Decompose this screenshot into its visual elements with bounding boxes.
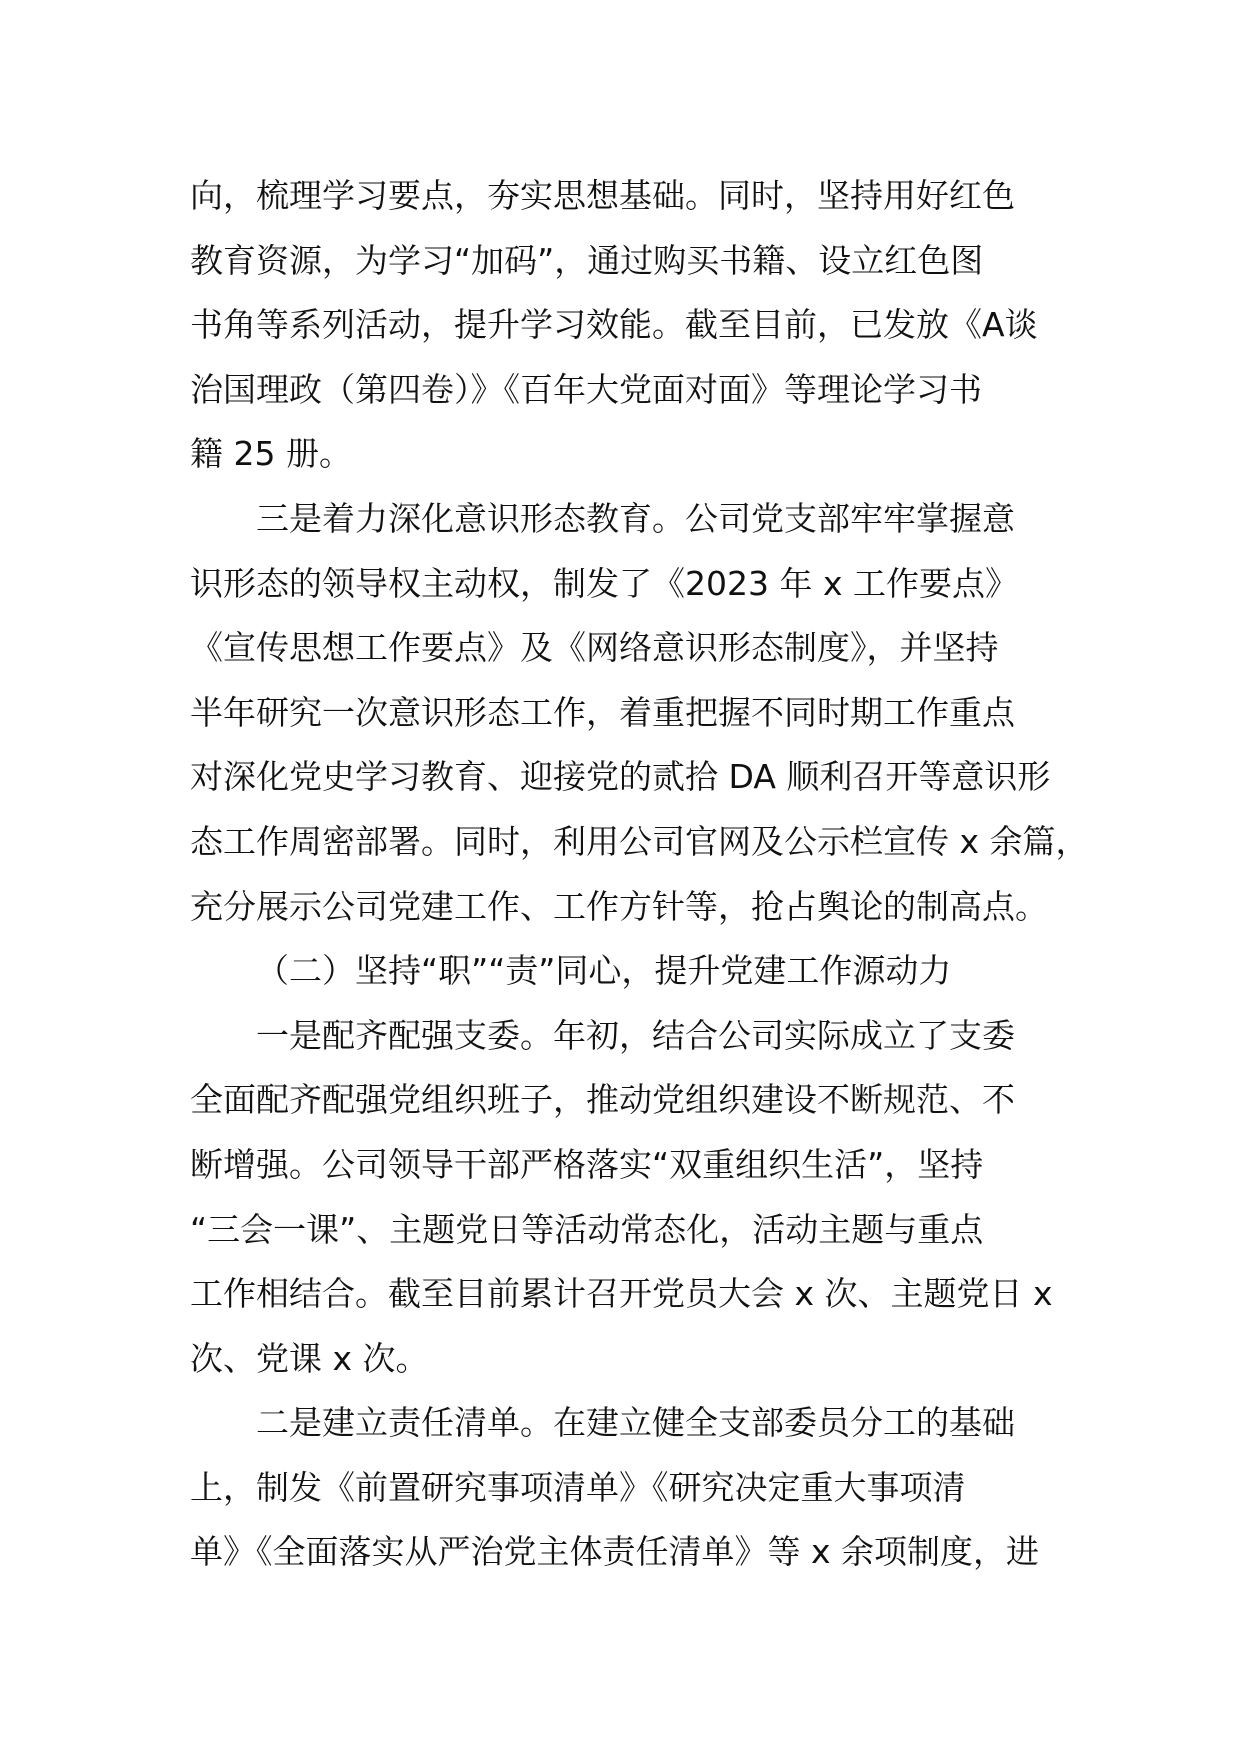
line-text: 教育资源，为学习“加码”，通过购买书籍、设立红色图	[190, 240, 984, 280]
text-line	[190, 1520, 1090, 1585]
text-line	[190, 616, 1090, 681]
text-line	[190, 487, 1090, 552]
text-line	[190, 552, 1090, 617]
section-heading	[190, 939, 1090, 1004]
line-text: 向，梳理学习要点，夯实思想基础。同时，坚持用好红色	[190, 176, 1015, 215]
line-text: 二是建立责任清单。在建立健全支部委员分工的基础	[256, 1403, 1015, 1443]
text-line	[190, 293, 1090, 358]
line-text: 书角等系列活动，提升学习效能。截至目前，已发放《A谈	[190, 305, 1038, 345]
text-line	[190, 681, 1090, 746]
line-text: 对深化党史学习教育、迎接党的贰拾 DA 顺利召开等意识形	[190, 757, 1051, 797]
line-text: 工作相结合。截至目前累计召开党员大会 x 次、主题党日 x	[190, 1274, 1053, 1314]
text-line	[190, 164, 1090, 229]
text-line	[190, 358, 1090, 423]
text-line	[190, 1198, 1090, 1263]
line-text: “三会一课”、主题党日等活动常态化，活动主题与重点	[190, 1209, 984, 1249]
text-line	[190, 1391, 1090, 1456]
line-text: 《宣传思想工作要点》及《网络意识形态制度》，并坚持	[190, 628, 999, 668]
line-text: 单》《全面落实从严治党主体责任清单》等 x 余项制度，进	[190, 1532, 1040, 1572]
text-line	[190, 810, 1090, 875]
text-line	[190, 1262, 1090, 1327]
text-line	[190, 875, 1090, 940]
line-text: 上，制发《前置研究事项清单》《研究决定重大事项清	[190, 1467, 966, 1507]
text-line	[190, 1133, 1090, 1198]
line-text: 籍 25 册。	[190, 434, 352, 474]
line-text: 断增强。公司领导干部严格落实“双重组织生活”，坚持	[190, 1144, 984, 1184]
line-text: 一是配齐配强支委。年初，结合公司实际成立了支委	[256, 1015, 1015, 1055]
text-line	[190, 422, 1090, 487]
document-body	[190, 164, 1090, 1585]
text-line	[190, 1456, 1090, 1521]
text-line	[190, 1004, 1090, 1069]
text-line	[190, 745, 1090, 810]
line-text: 次、党课 x 次。	[190, 1338, 429, 1378]
line-text: 态工作周密部署。同时，利用公司官网及公示栏宣传 x 余篇，	[190, 821, 1089, 861]
text-line	[190, 229, 1090, 294]
line-text: 充分展示公司党建工作、工作方针等，抢占舆论的制高点。	[190, 886, 1048, 926]
line-text: 全面配齐配强党组织班子，推动党组织建设不断规范、不	[190, 1080, 1015, 1120]
text-line	[190, 1327, 1090, 1392]
line-text: 治国理政（第四卷）》《百年大党面对面》等理论学习书	[190, 369, 982, 409]
line-text: 三是着力深化意识形态教育。公司党支部牢牢掌握意	[256, 498, 1015, 538]
heading-text: （二）坚持“职”“责”同心，提升党建工作源动力	[256, 951, 952, 991]
line-text: 识形态的领导权主动权，制发了《2023 年 x 工作要点》	[190, 563, 1018, 603]
text-line	[190, 1068, 1090, 1133]
line-text: 半年研究一次意识形态工作，着重把握不同时期工作重点	[190, 692, 1015, 732]
